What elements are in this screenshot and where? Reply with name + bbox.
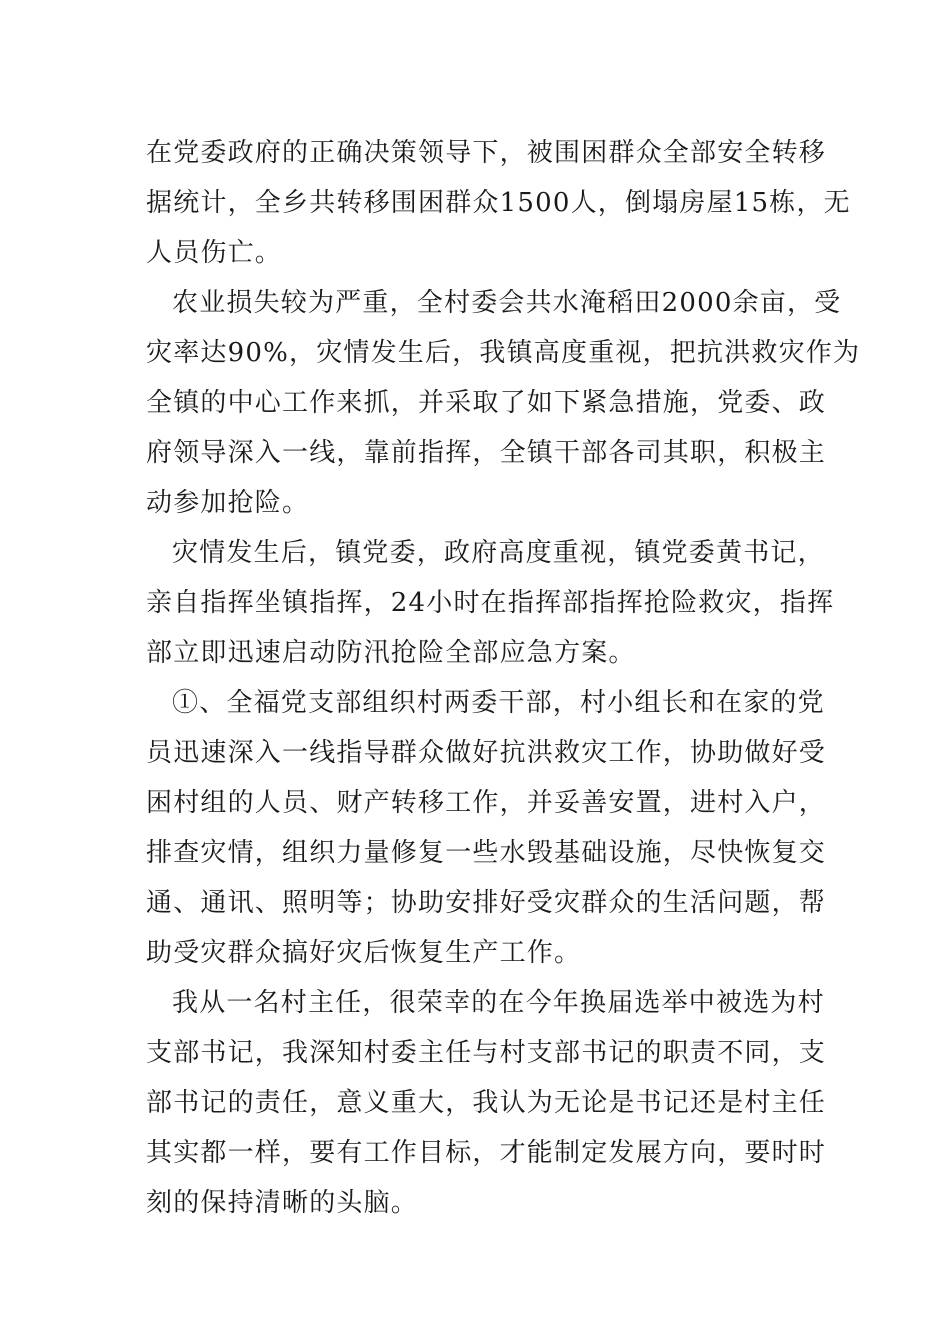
text-line: 全镇的中心工作来抓，并采取了如下紧急措施，党委、政 — [146, 388, 827, 418]
text-line: 排查灾情，组织力量修复一些水毁基础设施，尽快恢复交 — [146, 838, 827, 868]
paragraph-command-response — [146, 528, 835, 678]
text-line: 动参加抢险。 — [146, 488, 310, 518]
text-line: 灾情发生后，镇党委，政府高度重视，镇党委黄书记， — [172, 538, 825, 568]
text-line: 其实都一样，要有工作目标，才能制定发展方向，要时时 — [146, 1138, 827, 1168]
text-line: 刻的保持清晰的头脑。 — [146, 1188, 419, 1218]
text-line: 亲自指挥坐镇指挥，24小时在指挥部指挥抢险救灾，指挥 — [146, 588, 835, 618]
text-line: 支部书记，我深知村委主任与村支部书记的职责不同，支 — [146, 1038, 827, 1068]
text-line: 部书记的责任，意义重大，我认为无论是书记还是村主任 — [146, 1088, 827, 1118]
text-line: ①、全福党支部组织村两委干部，村小组长和在家的党 — [172, 688, 825, 718]
document-body — [146, 128, 861, 1228]
paragraph-agriculture-loss — [146, 278, 861, 528]
text-line: 府领导深入一线，靠前指挥，全镇干部各司其职，积极主 — [146, 438, 827, 468]
text-line: 助受灾群众搞好灾后恢复生产工作。 — [146, 938, 582, 968]
text-line: 农业损失较为严重，全村委会共水淹稻田2000余亩，受 — [172, 288, 842, 318]
text-line: 在党委政府的正确决策领导下，被围困群众全部安全转移 — [146, 138, 827, 168]
text-line: 困村组的人员、财产转移工作，并妥善安置，进村入户， — [146, 788, 827, 818]
text-line: 员迅速深入一线指导群众做好抗洪救灾工作，协助做好受 — [146, 738, 827, 768]
text-line: 我从一名村主任，很荣幸的在今年换届选举中被选为村 — [172, 988, 825, 1018]
paragraph-party-branch-actions — [146, 678, 827, 978]
paragraph-evacuation — [146, 128, 851, 278]
text-line: 通、通讯、照明等；协助安排好受灾群众的生活问题，帮 — [146, 888, 827, 918]
text-line: 部立即迅速启动防汛抢险全部应急方案。 — [146, 638, 636, 668]
text-line: 据统计，全乡共转移围困群众1500人，倒塌房屋15栋，无 — [146, 188, 851, 218]
text-line: 灾率达90%，灾情发生后，我镇高度重视，把抗洪救灾作为 — [146, 338, 861, 368]
paragraph-personal-reflection — [146, 978, 827, 1228]
text-line: 人员伤亡。 — [146, 238, 283, 268]
